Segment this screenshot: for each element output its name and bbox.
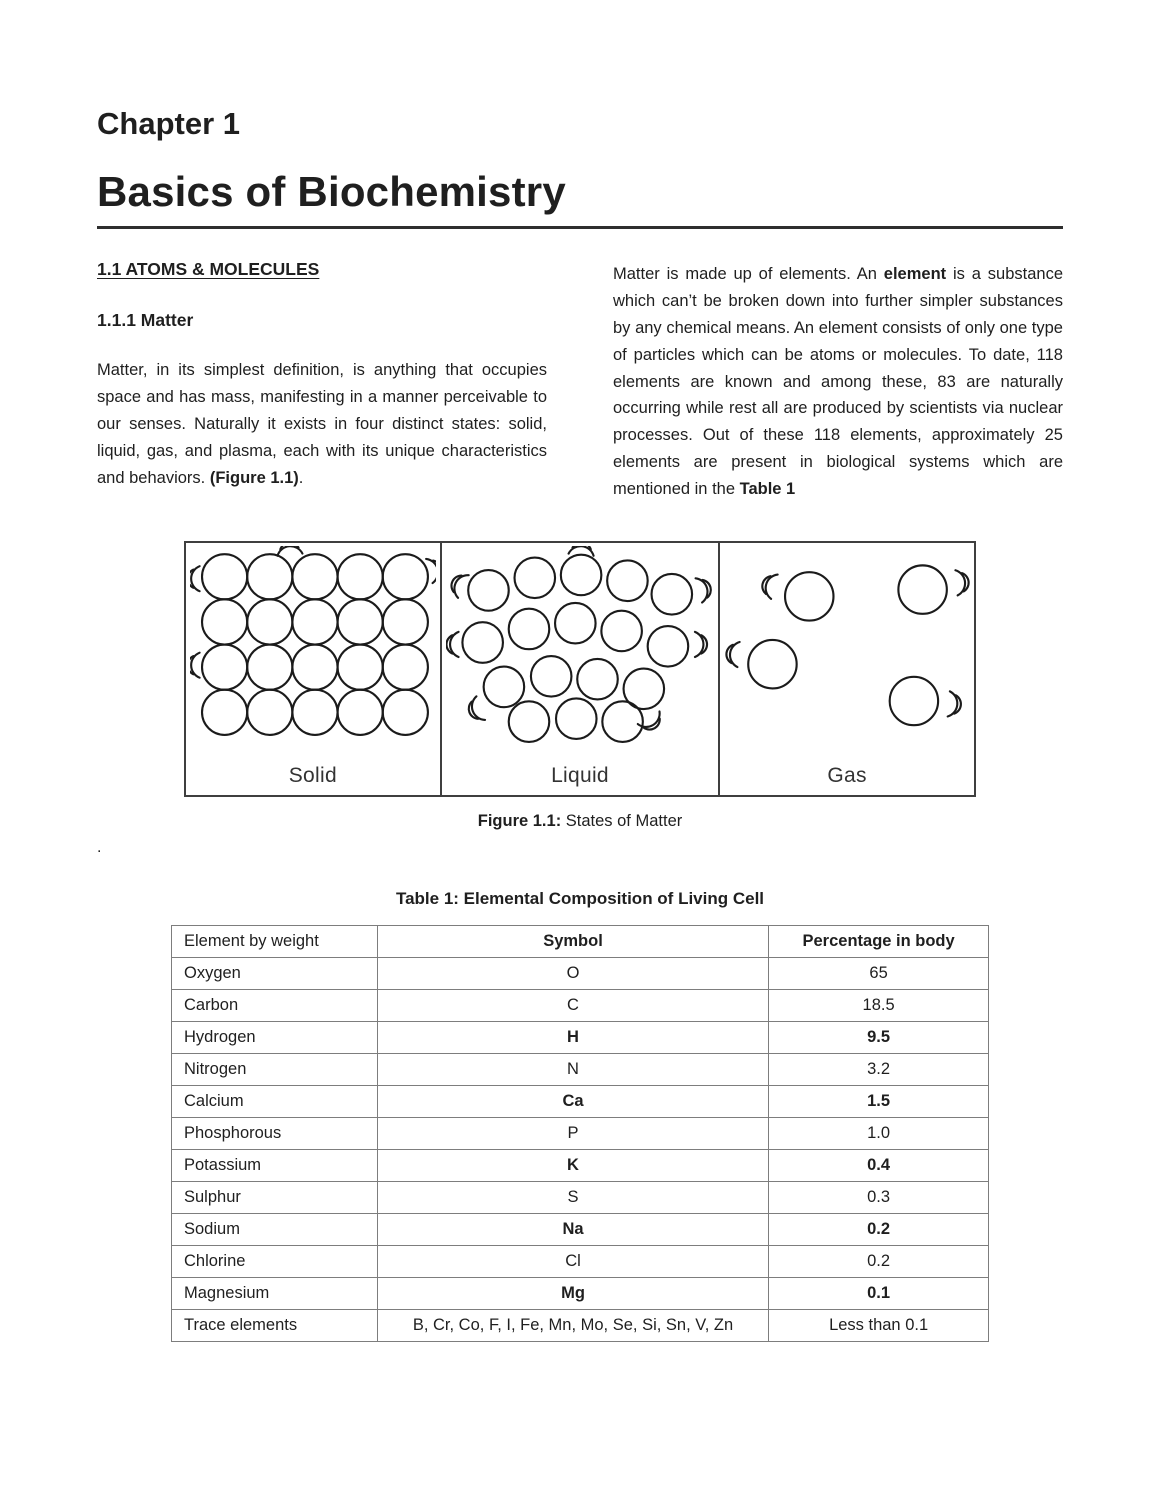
element-percentage: 1.5	[769, 1086, 989, 1118]
element-symbol: N	[377, 1054, 768, 1086]
table-title: Table 1: Elemental Composition of Living Cell	[395, 889, 765, 909]
element-percentage: 0.2	[769, 1246, 989, 1278]
page-title: Basics of Biochemistry	[97, 168, 566, 215]
vibration-marks-icon	[948, 691, 962, 717]
gas-panel	[720, 543, 974, 795]
vibration-marks-icon	[956, 569, 970, 595]
element-symbol: P	[377, 1118, 768, 1150]
elements-paragraph	[613, 261, 1063, 503]
gas-label: Gas	[827, 764, 867, 788]
vibration-marks-icon	[725, 641, 739, 667]
element-name: Sulphur	[172, 1182, 378, 1214]
element-symbol: K	[377, 1150, 768, 1182]
solid-particles-art	[190, 546, 436, 743]
paragraph-text: Matter is made up of elements. An	[613, 265, 884, 283]
element-percentage: 0.1	[769, 1278, 989, 1310]
table-row	[172, 990, 989, 1022]
liquid-particles-art	[446, 546, 714, 744]
table-header-row	[172, 926, 989, 958]
element-percentage: 0.4	[769, 1150, 989, 1182]
vibration-marks-icon	[190, 566, 200, 591]
figure-caption-text: States of Matter	[561, 812, 683, 831]
figure-caption	[97, 812, 1063, 831]
element-name: Oxygen	[172, 958, 378, 990]
element-term: element	[883, 265, 947, 283]
element-symbol: Mg	[377, 1278, 768, 1310]
element-symbol: S	[377, 1182, 768, 1214]
element-percentage: 1.0	[769, 1118, 989, 1150]
table-row	[172, 958, 989, 990]
header-element: Element by weight	[172, 926, 378, 958]
particle-grid	[202, 554, 428, 735]
element-name: Phosphorous	[172, 1118, 378, 1150]
element-percentage: 0.2	[769, 1214, 989, 1246]
element-name: Trace elements	[172, 1310, 378, 1342]
liquid-label: Liquid	[551, 764, 609, 788]
element-percentage: 9.5	[769, 1022, 989, 1054]
element-percentage: 18.5	[769, 990, 989, 1022]
title-divider	[97, 226, 1063, 229]
right-column	[613, 259, 1063, 503]
table-row	[172, 1246, 989, 1278]
figure-reference: (Figure 1.1)	[209, 468, 299, 487]
element-symbol: Ca	[377, 1086, 768, 1118]
element-percentage: Less than 0.1	[769, 1310, 989, 1342]
vibration-marks-icon	[447, 570, 469, 598]
paragraph-text: Matter, in its simplest definition, is anything that occupies space and has mass, manifesting in a manner perceivable to our senses. Naturally it exists in four distinct states: solid, liquid, gas, and plasma, each with its unique characteristics and behaviors.	[97, 361, 547, 487]
figure-caption-number: Figure 1.1:	[477, 812, 562, 831]
element-symbol: C	[377, 990, 768, 1022]
element-name: Calcium	[172, 1086, 378, 1118]
figure-states-of-matter	[184, 541, 976, 797]
left-column	[97, 259, 547, 503]
table-row	[172, 1214, 989, 1246]
vibration-marks-icon	[276, 546, 302, 556]
elemental-composition-table	[171, 925, 989, 1342]
table-row	[172, 1182, 989, 1214]
vibration-marks-icon	[446, 632, 458, 657]
element-symbol: H	[377, 1022, 768, 1054]
element-percentage: 65	[769, 958, 989, 990]
element-name: Potassium	[172, 1150, 378, 1182]
element-name: Magnesium	[172, 1278, 378, 1310]
paragraph-text: .	[298, 468, 304, 487]
table-row	[172, 1054, 989, 1086]
stray-period: .	[97, 839, 102, 857]
matter-paragraph	[97, 357, 547, 491]
element-percentage: 3.2	[769, 1054, 989, 1086]
particle-cluster	[462, 555, 692, 742]
table-row	[172, 1310, 989, 1342]
particle-scatter	[748, 565, 947, 725]
element-symbol: B, Cr, Co, F, I, Fe, Mn, Mo, Se, Si, Sn, V, Zn	[377, 1310, 768, 1342]
table-row	[172, 1118, 989, 1150]
element-symbol: Cl	[377, 1246, 768, 1278]
liquid-panel	[442, 543, 721, 795]
element-name: Hydrogen	[172, 1022, 378, 1054]
vibration-marks-icon	[759, 571, 777, 598]
table-row	[172, 1150, 989, 1182]
element-percentage: 0.3	[769, 1182, 989, 1214]
vibration-marks-icon	[695, 632, 707, 657]
two-column-text	[97, 259, 1063, 503]
table-reference: Table 1	[739, 480, 796, 499]
element-symbol: Na	[377, 1214, 768, 1246]
element-name: Carbon	[172, 990, 378, 1022]
vibration-marks-icon	[695, 575, 713, 602]
chapter-number: Chapter 1	[97, 106, 240, 141]
paragraph-text: is a substance which can’t be broken down into further simpler substances by any chemical means. An element consists of only one type of particles which can be atoms or molecules. To date, 118 elements are known and among these, 83 are naturally occurring while rest all are produced by scientists via nuclear processes. Out of these 118 elements, approximately 25 elements are present in biological systems which are mentioned in the	[613, 265, 1064, 499]
header-percentage: Percentage in body	[769, 926, 989, 958]
element-name: Nitrogen	[172, 1054, 378, 1086]
vibration-marks-icon	[190, 653, 200, 678]
section-heading: 1.1 ATOMS & MOLECULES	[97, 259, 320, 279]
table-row	[172, 1022, 989, 1054]
solid-panel	[186, 543, 442, 795]
subsection-heading: 1.1.1 Matter	[97, 310, 194, 330]
element-name: Chlorine	[172, 1246, 378, 1278]
element-symbol: O	[377, 958, 768, 990]
gas-particles-art	[724, 546, 970, 745]
table-row	[172, 1278, 989, 1310]
header-symbol: Symbol	[377, 926, 768, 958]
vibration-marks-icon	[465, 696, 485, 724]
element-name: Sodium	[172, 1214, 378, 1246]
table-row	[172, 1086, 989, 1118]
solid-label: Solid	[288, 764, 337, 788]
